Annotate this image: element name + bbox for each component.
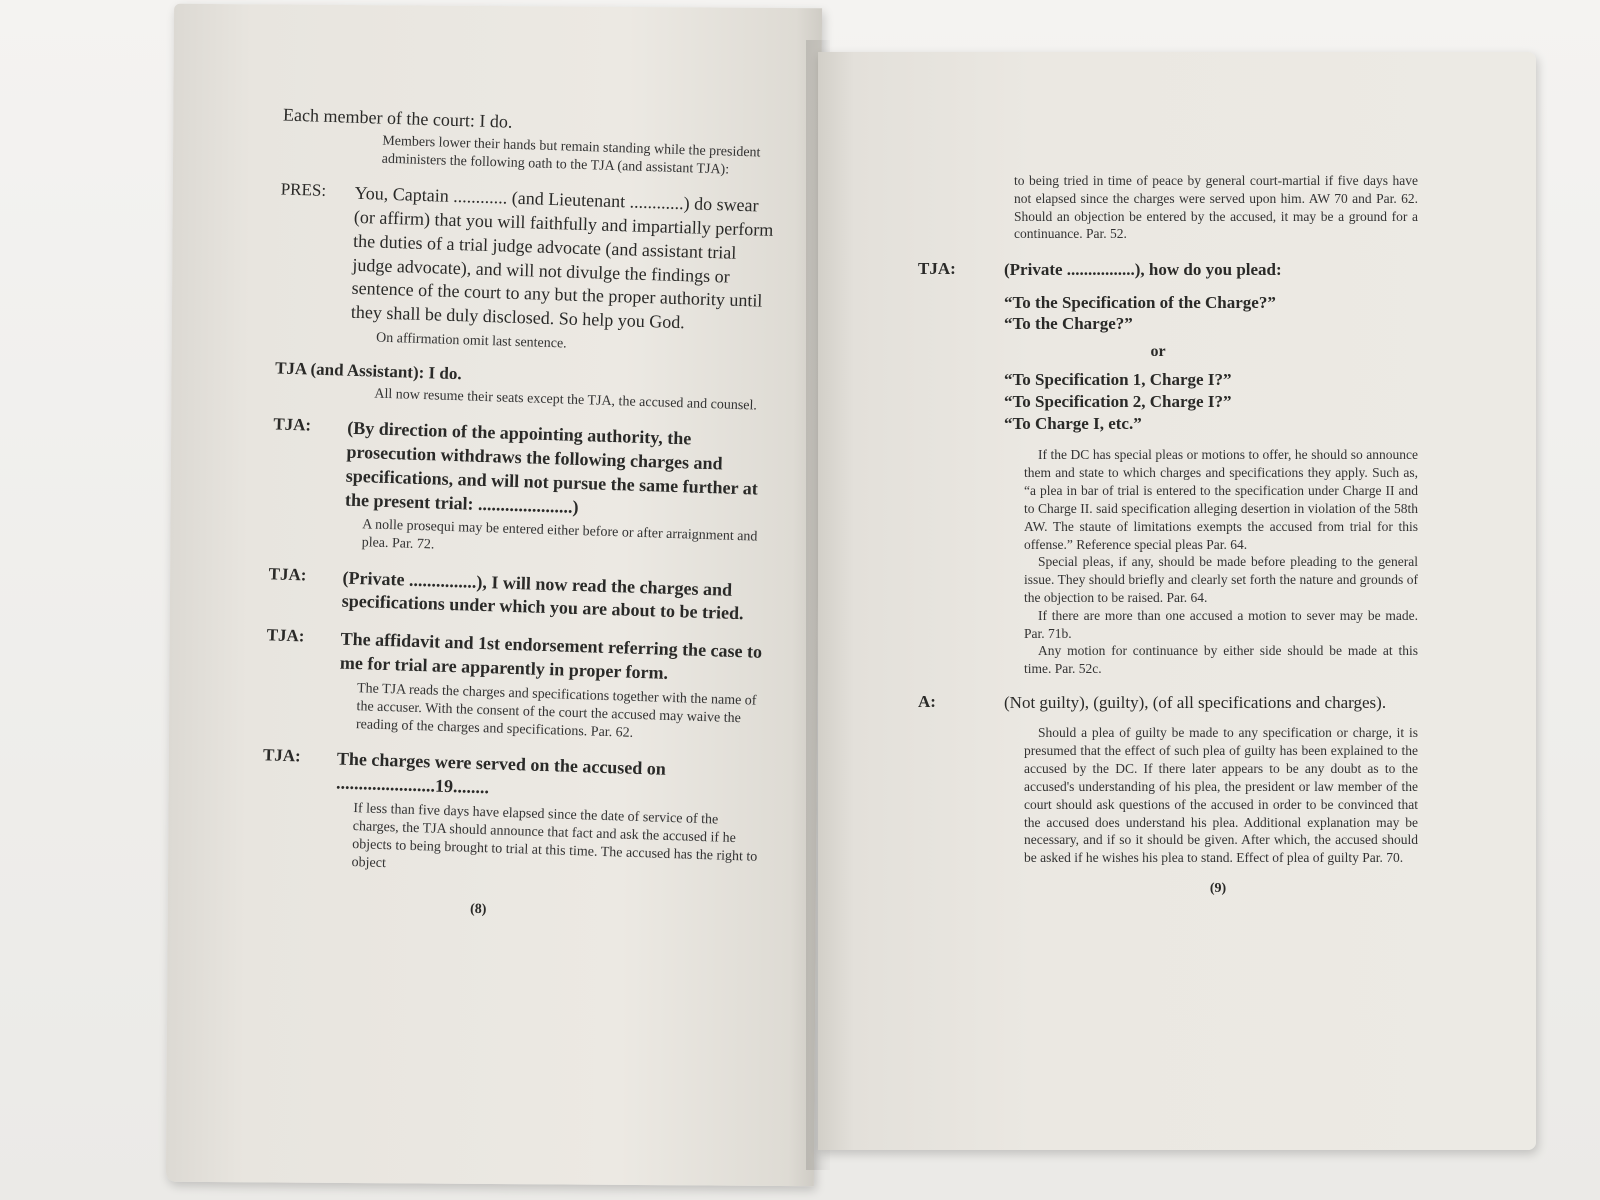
page-number-right: (9) [1209,880,1227,896]
plea-question: “To the Charge?” [1004,314,1133,334]
or-separator: or [1150,343,1166,361]
right-page [818,52,1536,1150]
tja-affidavit-text: The affidavit and 1st endorsement referring the case to me for trial are apparently in proper form. [339,628,763,683]
pres-oath-block [277,180,781,338]
tja-plead-block [918,259,1418,281]
plea-question: “To the Specification of the Charge?” [1004,292,1276,312]
left-page-content [258,105,784,942]
page-number-left: (8) [469,902,487,918]
left-page [166,4,822,1186]
note-motion-to-sever: If there are more than one accused a motion to sever may be made. Par. 71b. [1024,607,1418,641]
note-continuance: Any motion for continuance by either side should be made at this time. Par. 52c. [1024,643,1418,677]
tja-affidavit-block [266,625,767,688]
note-pleading-general-issue: Special pleas, if any, should be made before pleading to the general issue. They should briefly and clearly set forth the nature and grounds of the objection to be raised. Par. 64. [1024,554,1418,605]
note-time-of-peace: to being tried in time of peace by general court-martial if five days have not elapsed since the charges were served upon him. AW 70 and Par. 62. Should an objection be entered by the accused, it may be a ground for a continuance. Par. 52. [1014,173,1418,242]
note-affirmation: On affirmation omit last sentence. [375,330,567,352]
speaker-pres: PRES: [280,179,327,201]
note-five-days: If less than five days have elapsed since the date of service of the charges, the TJA should announce that fact and ask the accused if he objects to being brought to trial at this time. The accused has the right to object [351,800,758,872]
right-page-content [918,172,1418,911]
note-nolle-prosequi: A nolle prosequi may be entered either before or after arraignment and plea. Par. 72. [361,517,758,553]
note-resume-seats: All now resume their seats except the TJA, the accused and counsel. [374,386,758,414]
note-members-standing: Members lower their hands but remain standing while the president administers the following oath to the TJA (and assistant TJA): [381,133,761,178]
tja-withdraw-text: (By direction of the appointing authority, the prosecution withdraws the following charges and specifications, and will not pursue the same further at the present trial: .....................) [344,417,759,517]
accused-plea-text: (Not guilty), (guilty), (of all specifications and charges). [1004,693,1387,712]
speaker-tja: TJA: [918,259,956,279]
tja-assistant-response: TJA (and Assistant): I do. [274,358,462,384]
plea-questions [918,292,1418,435]
speaker-accused: A: [918,692,936,711]
speaker-tja: TJA: [266,625,305,646]
note-guilty-plea: Should a plea of guilty be made to any specification or charge, it is presumed that the effect of such plea of guilty has been explained to the accused by the DC. If there later appears to be any doubt as to the accused's understanding of his plea, the president or law member of the court should ask questions of the accused in order to be convinced that the accused does understand his plea. Additional explanation may be necessary, and if so it should be given. After which, the accused should be asked if he wishes his plea to stand. Effect of plea of guilty Par. 70. [1024,725,1418,866]
pres-oath-text: You, Captain ............ (and Lieutenant ............) do swear (or affirm) that you will faithfully and impartially perform the duties of a trial judge advocate (and assistant trial judge advocate), and will not divulge the findings or sentence of the court to any but the proper authority until they shall be duly disclosed. So help you God. [350,183,774,333]
accused-plea-block [918,692,1418,714]
tja-plead-text: (Private ................), how do you plead: [1004,260,1282,280]
court-oath-response: Each member of the court: I do. [282,104,513,132]
tja-charges-served-block [262,745,763,808]
tja-withdraw-block [271,415,774,526]
plea-question: “To Specification 2, Charge I?” [1004,391,1232,411]
plea-question: “To Specification 1, Charge I?” [1004,370,1232,390]
speaker-tja: TJA: [273,414,312,435]
note-tja-reads-charges: The TJA reads the charges and specifications together with the name of the accuser. With the consent of the court the accused may waive the reading of the charges and specifications. Par. 62. [355,680,757,741]
speaker-tja: TJA: [262,745,302,766]
special-pleas-notes [1024,446,1418,678]
speaker-tja: TJA: [268,563,307,585]
note-special-pleas: If the DC has special pleas or motions to offer, he should so announce them and state to which charges and specifications they apply. Such as, “a plea in bar of trial is entered to the specification under Charge II and to Charge II. said specification alleging desertion in violation of the 58th AW. The staute of limitations exempts the accused from trial for this offense.” Reference special pleas Par. 64. [1024,447,1418,552]
guilty-plea-note [1024,724,1418,867]
tja-charges-served-text: The charges were served on the accused on ......................19........ [335,748,667,798]
tja-read-charges-block [267,564,768,627]
tja-read-charges-text: (Private ...............), I will now read the charges and specifications under which you are about to be tried. [341,567,744,624]
plea-question: “To Charge I, etc.” [1004,413,1142,433]
